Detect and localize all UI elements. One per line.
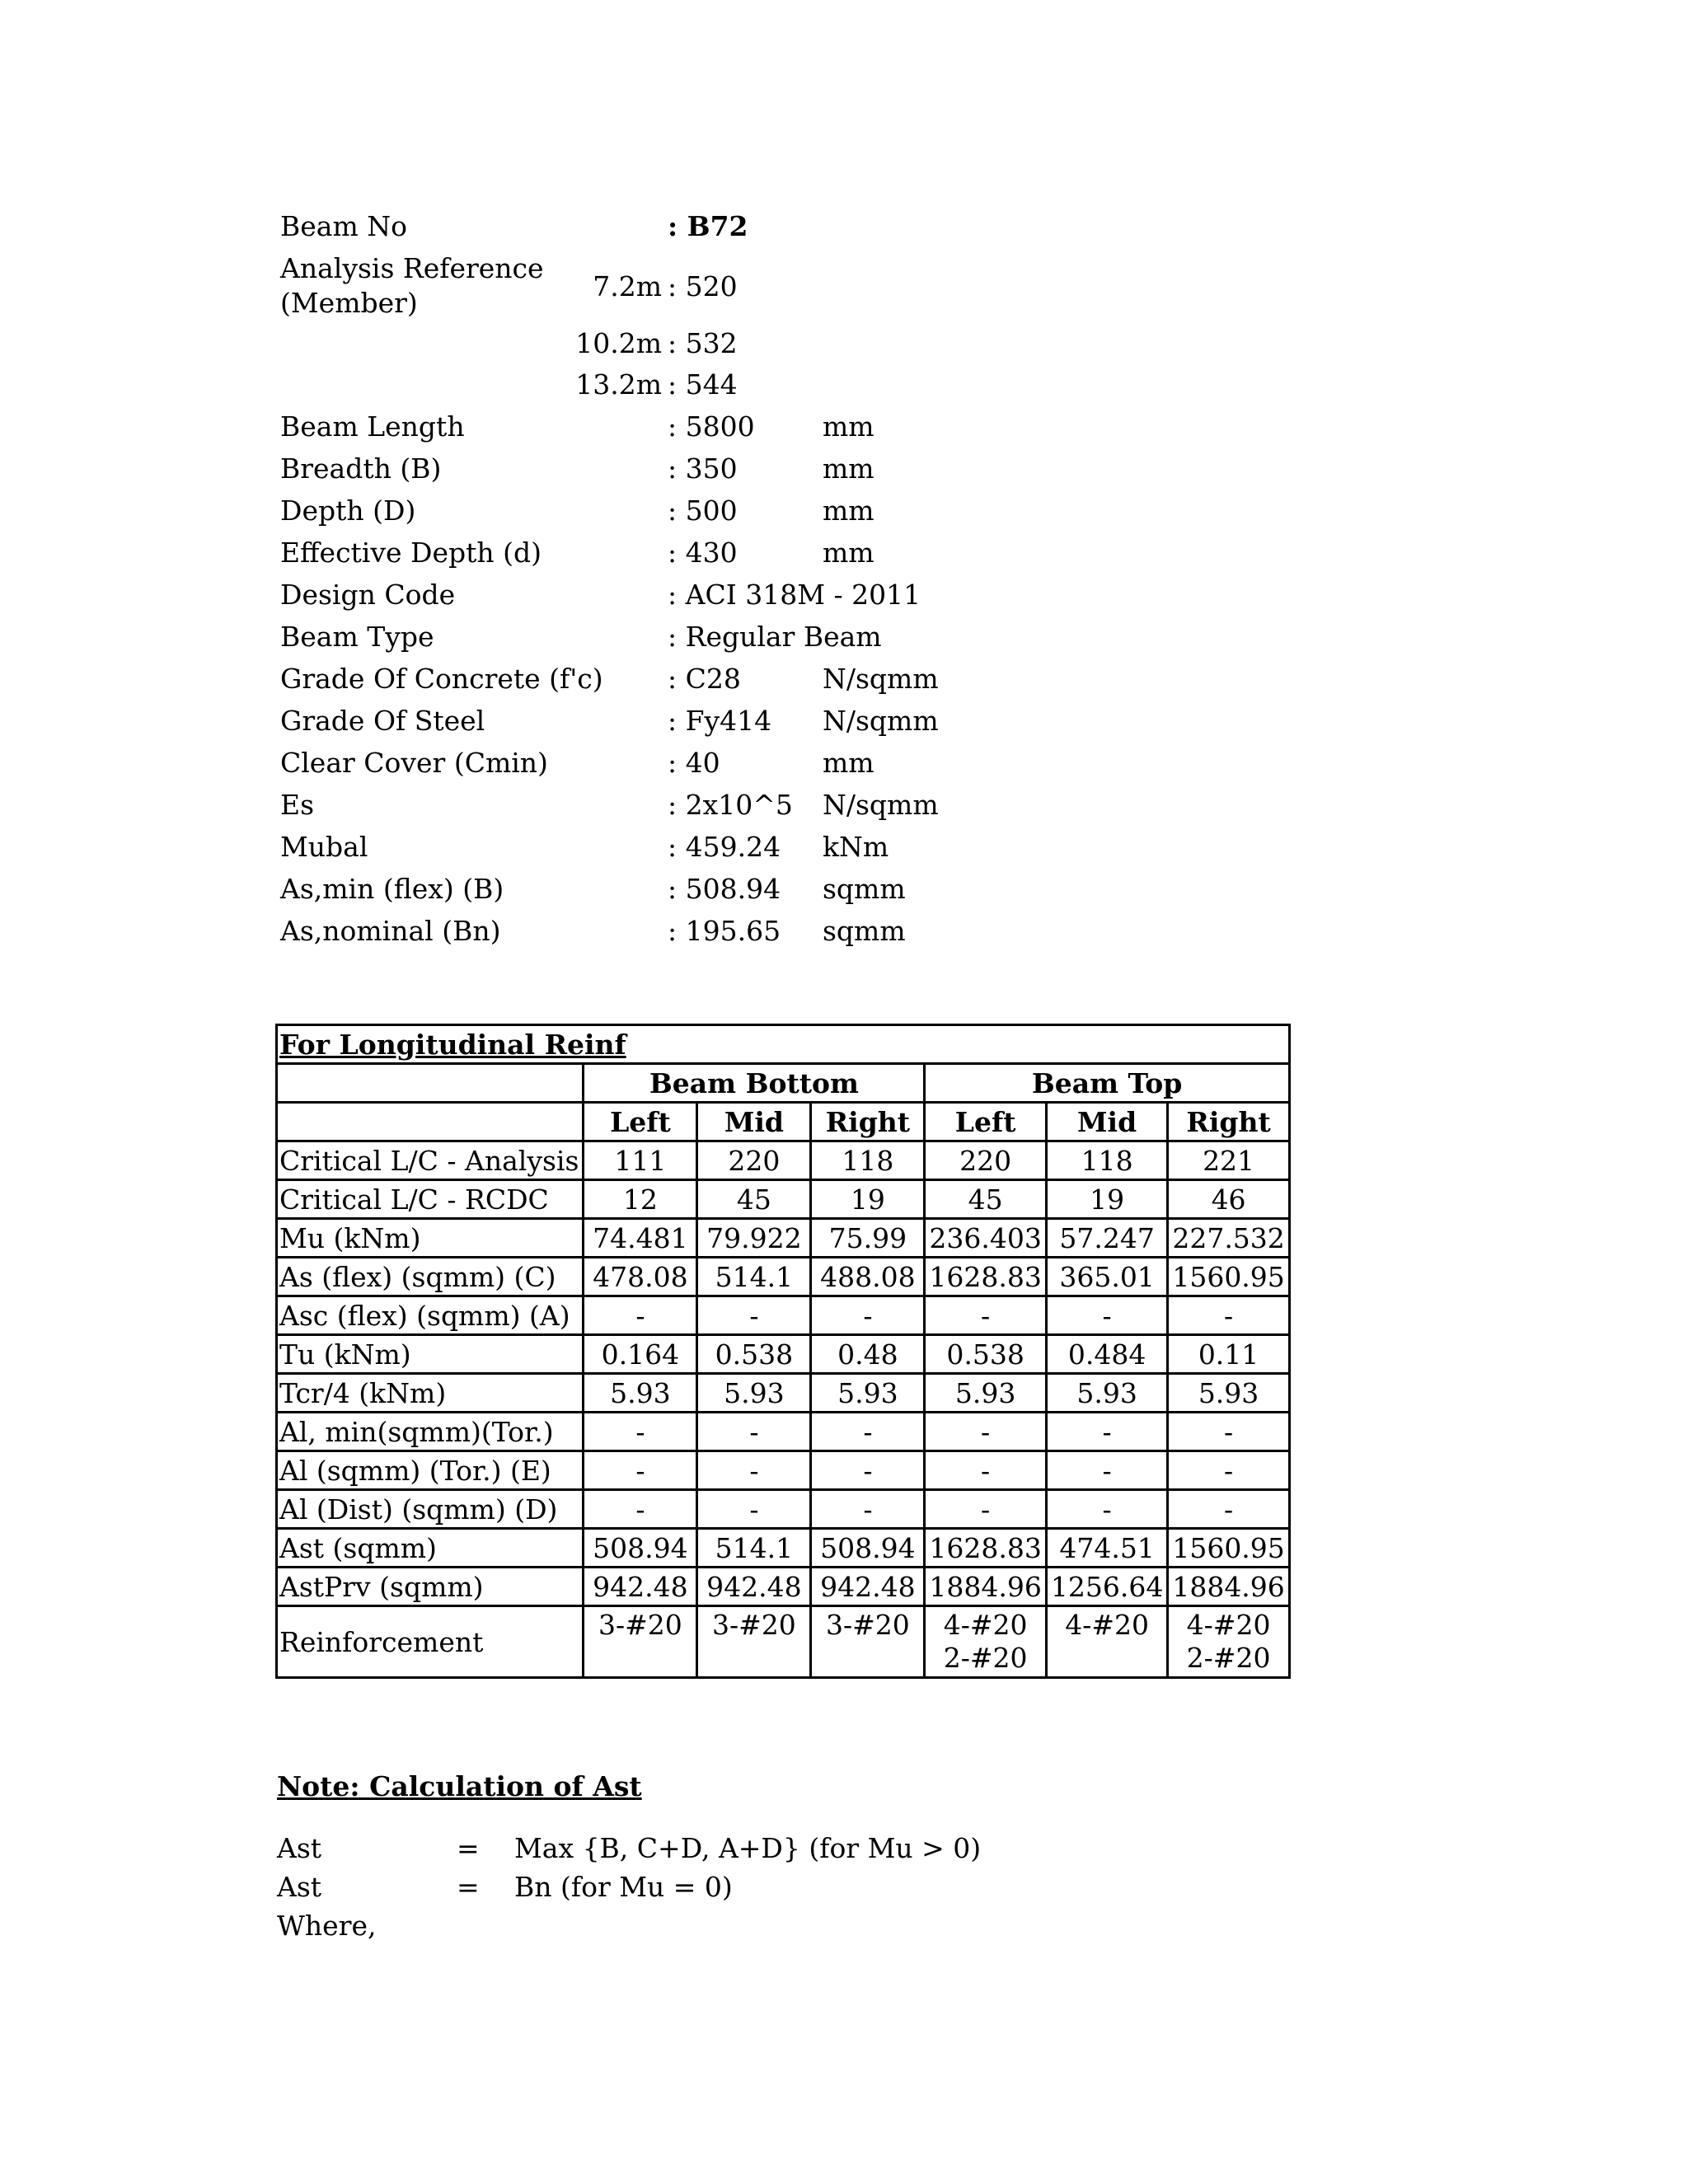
table-cell: - xyxy=(1046,1413,1167,1451)
info-unit: sqmm xyxy=(823,915,906,947)
info-unit: mm xyxy=(823,410,874,443)
reinforcement-cell xyxy=(1168,1606,1289,1678)
info-row-breadth xyxy=(280,452,1104,494)
reinforcement-bar-spec xyxy=(701,1642,806,1675)
info-row-as-min xyxy=(280,873,1104,914)
table-cell: 514.1 xyxy=(697,1529,811,1568)
table-cell: - xyxy=(584,1296,697,1335)
info-value: : 5800 xyxy=(668,410,755,443)
table-cell: - xyxy=(1168,1413,1289,1451)
info-row-analysis-ref-2 xyxy=(280,327,1104,368)
info-value: : Regular Beam xyxy=(668,621,882,653)
info-unit: mm xyxy=(823,537,874,569)
info-unit: N/sqmm xyxy=(823,705,939,737)
table-cell: 5.93 xyxy=(811,1374,925,1413)
table-row xyxy=(277,1568,1290,1606)
table-row xyxy=(277,1374,1290,1413)
info-label xyxy=(280,251,544,321)
reinforcement-bar-spec: 3-#20 xyxy=(711,1609,796,1641)
row-label: Al (Dist) (sqmm) (D) xyxy=(277,1490,584,1529)
reinforcement-bar-spec xyxy=(815,1642,920,1675)
reinforcement-bar-spec: 4-#20 xyxy=(1186,1609,1271,1641)
info-label: Grade Of Concrete (f'c) xyxy=(280,663,603,695)
table-cell: - xyxy=(925,1296,1046,1335)
table-cell: 5.93 xyxy=(1046,1374,1167,1413)
table-row xyxy=(277,1258,1290,1296)
info-label: Breadth (B) xyxy=(280,452,442,485)
table-corner-cell xyxy=(277,1064,584,1103)
table-cell: - xyxy=(811,1413,925,1451)
reinforcement-bar-spec: 3-#20 xyxy=(825,1609,910,1641)
info-row-beam-type xyxy=(280,621,1104,662)
table-cell: - xyxy=(925,1451,1046,1490)
column-header: Mid xyxy=(1046,1103,1167,1141)
table-column-header-row xyxy=(277,1103,1290,1141)
table-cell: 220 xyxy=(697,1141,811,1180)
table-cell: 0.164 xyxy=(584,1335,697,1374)
table-cell: 111 xyxy=(584,1141,697,1180)
info-row-es xyxy=(280,789,1104,830)
table-row xyxy=(277,1335,1290,1374)
info-value: : 520 xyxy=(668,270,738,302)
info-value: : 195.65 xyxy=(668,915,781,947)
table-cell: - xyxy=(811,1451,925,1490)
info-value: : B72 xyxy=(668,210,748,242)
column-header: Mid xyxy=(697,1103,811,1141)
table-cell: 57.247 xyxy=(1046,1219,1167,1258)
table-row xyxy=(277,1296,1290,1335)
column-header: Left xyxy=(925,1103,1046,1141)
table-cell: - xyxy=(1046,1296,1167,1335)
table-cell: 1884.96 xyxy=(1168,1568,1289,1606)
table-cell: 236.403 xyxy=(925,1219,1046,1258)
info-label: Beam No xyxy=(280,210,407,242)
reinforcement-cell xyxy=(697,1606,811,1678)
table-cell: - xyxy=(1168,1451,1289,1490)
table-row xyxy=(277,1490,1290,1529)
row-label: Critical L/C - Analysis xyxy=(277,1141,584,1180)
reinforcement-cell xyxy=(811,1606,925,1678)
info-prefix: 7.2m xyxy=(593,270,662,302)
info-unit: mm xyxy=(823,452,874,485)
table-cell: 74.481 xyxy=(584,1219,697,1258)
table-row xyxy=(277,1451,1290,1490)
table-cell: - xyxy=(1168,1296,1289,1335)
table-cell: 5.93 xyxy=(925,1374,1046,1413)
table-row xyxy=(277,1529,1290,1568)
table-cell: 118 xyxy=(1046,1141,1167,1180)
info-row-grade-concrete xyxy=(280,663,1104,704)
info-label: Mubal xyxy=(280,831,368,863)
reinforcement-bar-spec: 4-#20 xyxy=(1065,1609,1149,1641)
info-value: : 2x10^5 xyxy=(668,789,793,821)
reinforcement-bar-spec: 4-#20 xyxy=(943,1609,1028,1641)
info-row-effective-depth xyxy=(280,537,1104,578)
info-value: : 430 xyxy=(668,537,738,569)
info-label: Es xyxy=(280,789,315,821)
row-label: Reinforcement xyxy=(277,1606,584,1678)
info-label: Beam Type xyxy=(280,621,434,653)
table-cell: 508.94 xyxy=(584,1529,697,1568)
reinforcement-cell xyxy=(584,1606,697,1678)
table-cell: - xyxy=(584,1451,697,1490)
reinforcement-bar-spec: 2-#20 xyxy=(1186,1642,1271,1674)
table-title-row xyxy=(277,1025,1290,1064)
table-cell: 227.532 xyxy=(1168,1219,1289,1258)
group-header-beam-bottom: Beam Bottom xyxy=(584,1064,925,1103)
table-cell: 118 xyxy=(811,1141,925,1180)
note-line xyxy=(277,1832,1019,1870)
table-cell: - xyxy=(584,1413,697,1451)
info-row-clear-cover xyxy=(280,747,1104,788)
table-cell: 1628.83 xyxy=(925,1258,1046,1296)
info-value: : 500 xyxy=(668,494,738,527)
note-rhs: Max {B, C+D, A+D} (for Mu > 0) xyxy=(514,1832,982,1864)
table-cell: 12 xyxy=(584,1180,697,1219)
table-cell: - xyxy=(811,1296,925,1335)
table-cell: 45 xyxy=(697,1180,811,1219)
info-row-mubal xyxy=(280,831,1104,872)
info-unit: mm xyxy=(823,494,874,527)
table-cell: 478.08 xyxy=(584,1258,697,1296)
info-label: Design Code xyxy=(280,579,456,611)
table-cell: 508.94 xyxy=(811,1529,925,1568)
table-cell: 75.99 xyxy=(811,1219,925,1258)
info-label: Effective Depth (d) xyxy=(280,537,542,569)
table-cell: 0.538 xyxy=(697,1335,811,1374)
info-row-design-code xyxy=(280,579,1104,620)
row-label: Al (sqmm) (Tor.) (E) xyxy=(277,1451,584,1490)
info-row-depth xyxy=(280,494,1104,536)
info-label-line: Analysis Reference xyxy=(280,252,544,284)
info-unit: mm xyxy=(823,747,874,779)
table-cell: 79.922 xyxy=(697,1219,811,1258)
row-label: Tcr/4 (kNm) xyxy=(277,1374,584,1413)
info-row-analysis-ref-3 xyxy=(280,368,1104,410)
table-cell: - xyxy=(697,1413,811,1451)
info-unit: sqmm xyxy=(823,873,906,905)
table-row xyxy=(277,1413,1290,1451)
table-cell: 5.93 xyxy=(697,1374,811,1413)
table-cell: 942.48 xyxy=(811,1568,925,1606)
reinforcement-bar-spec xyxy=(588,1642,692,1675)
row-label: AstPrv (sqmm) xyxy=(277,1568,584,1606)
table-row-reinforcement xyxy=(277,1606,1290,1678)
reinforcement-cell xyxy=(1046,1606,1167,1678)
table-cell: - xyxy=(584,1490,697,1529)
note-equals: = xyxy=(457,1871,480,1903)
table-cell: 488.08 xyxy=(811,1258,925,1296)
note-where: Where, xyxy=(277,1910,377,1942)
column-header: Right xyxy=(1168,1103,1289,1141)
row-label: Ast (sqmm) xyxy=(277,1529,584,1568)
group-header-beam-top: Beam Top xyxy=(925,1064,1289,1103)
table-cell: 19 xyxy=(1046,1180,1167,1219)
reinforcement-bar-spec xyxy=(1051,1642,1163,1675)
row-label: Tu (kNm) xyxy=(277,1335,584,1374)
table-title: For Longitudinal Reinf xyxy=(277,1025,1290,1064)
info-value: : 350 xyxy=(668,452,738,485)
table-cell: 1884.96 xyxy=(925,1568,1046,1606)
info-value: : C28 xyxy=(668,663,741,695)
table-group-header-row xyxy=(277,1064,1290,1103)
row-label: Asc (flex) (sqmm) (A) xyxy=(277,1296,584,1335)
info-label: Beam Length xyxy=(280,410,465,443)
table-cell: 0.538 xyxy=(925,1335,1046,1374)
longitudinal-reinf-table xyxy=(275,1024,1291,1679)
note-lhs: Ast xyxy=(277,1871,322,1903)
table-cell: 1256.64 xyxy=(1046,1568,1167,1606)
info-prefix: 13.2m xyxy=(575,368,662,401)
table-cell: 0.484 xyxy=(1046,1335,1167,1374)
table-corner-cell xyxy=(277,1103,584,1141)
info-value: : ACI 318M - 2011 xyxy=(668,579,921,611)
table-cell: - xyxy=(811,1490,925,1529)
info-value: : 544 xyxy=(668,368,738,401)
table-row xyxy=(277,1219,1290,1258)
table-cell: - xyxy=(1168,1490,1289,1529)
table-cell: 45 xyxy=(925,1180,1046,1219)
reinforcement-bar-spec: 2-#20 xyxy=(943,1642,1028,1674)
note-equals: = xyxy=(457,1832,480,1864)
reinforcement-bar-spec: 3-#20 xyxy=(598,1609,682,1641)
reinforcement-cell xyxy=(925,1606,1046,1678)
info-unit: N/sqmm xyxy=(823,789,939,821)
info-label: As,nominal (Bn) xyxy=(280,915,501,947)
info-label: Clear Cover (Cmin) xyxy=(280,747,548,779)
table-cell: 0.11 xyxy=(1168,1335,1289,1374)
table-cell: 1560.95 xyxy=(1168,1258,1289,1296)
column-header: Right xyxy=(811,1103,925,1141)
table-cell: - xyxy=(697,1296,811,1335)
table-cell: 514.1 xyxy=(697,1258,811,1296)
table-cell: 5.93 xyxy=(1168,1374,1289,1413)
info-unit: N/sqmm xyxy=(823,663,939,695)
table-cell: 220 xyxy=(925,1141,1046,1180)
info-row-grade-steel xyxy=(280,705,1104,746)
info-value: : 532 xyxy=(668,327,738,359)
note-title: Note: Calculation of Ast xyxy=(277,1770,642,1802)
table-cell: - xyxy=(1046,1490,1167,1529)
table-cell: - xyxy=(1046,1451,1167,1490)
info-label: Grade Of Steel xyxy=(280,705,485,737)
info-row-beam-no xyxy=(280,210,1104,251)
table-cell: 1560.95 xyxy=(1168,1529,1289,1568)
row-label: Critical L/C - RCDC xyxy=(277,1180,584,1219)
table-cell: - xyxy=(697,1490,811,1529)
table-cell: 365.01 xyxy=(1046,1258,1167,1296)
info-prefix: 10.2m xyxy=(575,327,662,359)
row-label: As (flex) (sqmm) (C) xyxy=(277,1258,584,1296)
table-row xyxy=(277,1141,1290,1180)
table-cell: - xyxy=(697,1451,811,1490)
info-value: : 459.24 xyxy=(668,831,781,863)
column-header: Left xyxy=(584,1103,697,1141)
table-cell: - xyxy=(925,1490,1046,1529)
table-cell: 474.51 xyxy=(1046,1529,1167,1568)
note-line xyxy=(277,1871,1019,1909)
info-row-analysis-reference xyxy=(280,251,1104,326)
table-cell: 1628.83 xyxy=(925,1529,1046,1568)
info-value: : Fy414 xyxy=(668,705,772,737)
info-unit: kNm xyxy=(823,831,889,863)
info-label-line: (Member) xyxy=(280,287,418,319)
info-value: : 40 xyxy=(668,747,720,779)
info-value: : 508.94 xyxy=(668,873,781,905)
table-cell: 0.48 xyxy=(811,1335,925,1374)
table-cell: 942.48 xyxy=(697,1568,811,1606)
table-cell: 221 xyxy=(1168,1141,1289,1180)
info-label: As,min (flex) (B) xyxy=(280,873,504,905)
table-cell: 46 xyxy=(1168,1180,1289,1219)
info-row-beam-length xyxy=(280,410,1104,452)
note-lhs: Ast xyxy=(277,1832,322,1864)
table-cell: 942.48 xyxy=(584,1568,697,1606)
row-label: Al, min(sqmm)(Tor.) xyxy=(277,1413,584,1451)
table-cell: 5.93 xyxy=(584,1374,697,1413)
table-cell: - xyxy=(925,1413,1046,1451)
info-row-as-nominal xyxy=(280,915,1104,956)
note-rhs: Bn (for Mu = 0) xyxy=(514,1871,733,1903)
table-row xyxy=(277,1180,1290,1219)
info-label: Depth (D) xyxy=(280,494,416,527)
table-cell: 19 xyxy=(811,1180,925,1219)
row-label: Mu (kNm) xyxy=(277,1219,584,1258)
